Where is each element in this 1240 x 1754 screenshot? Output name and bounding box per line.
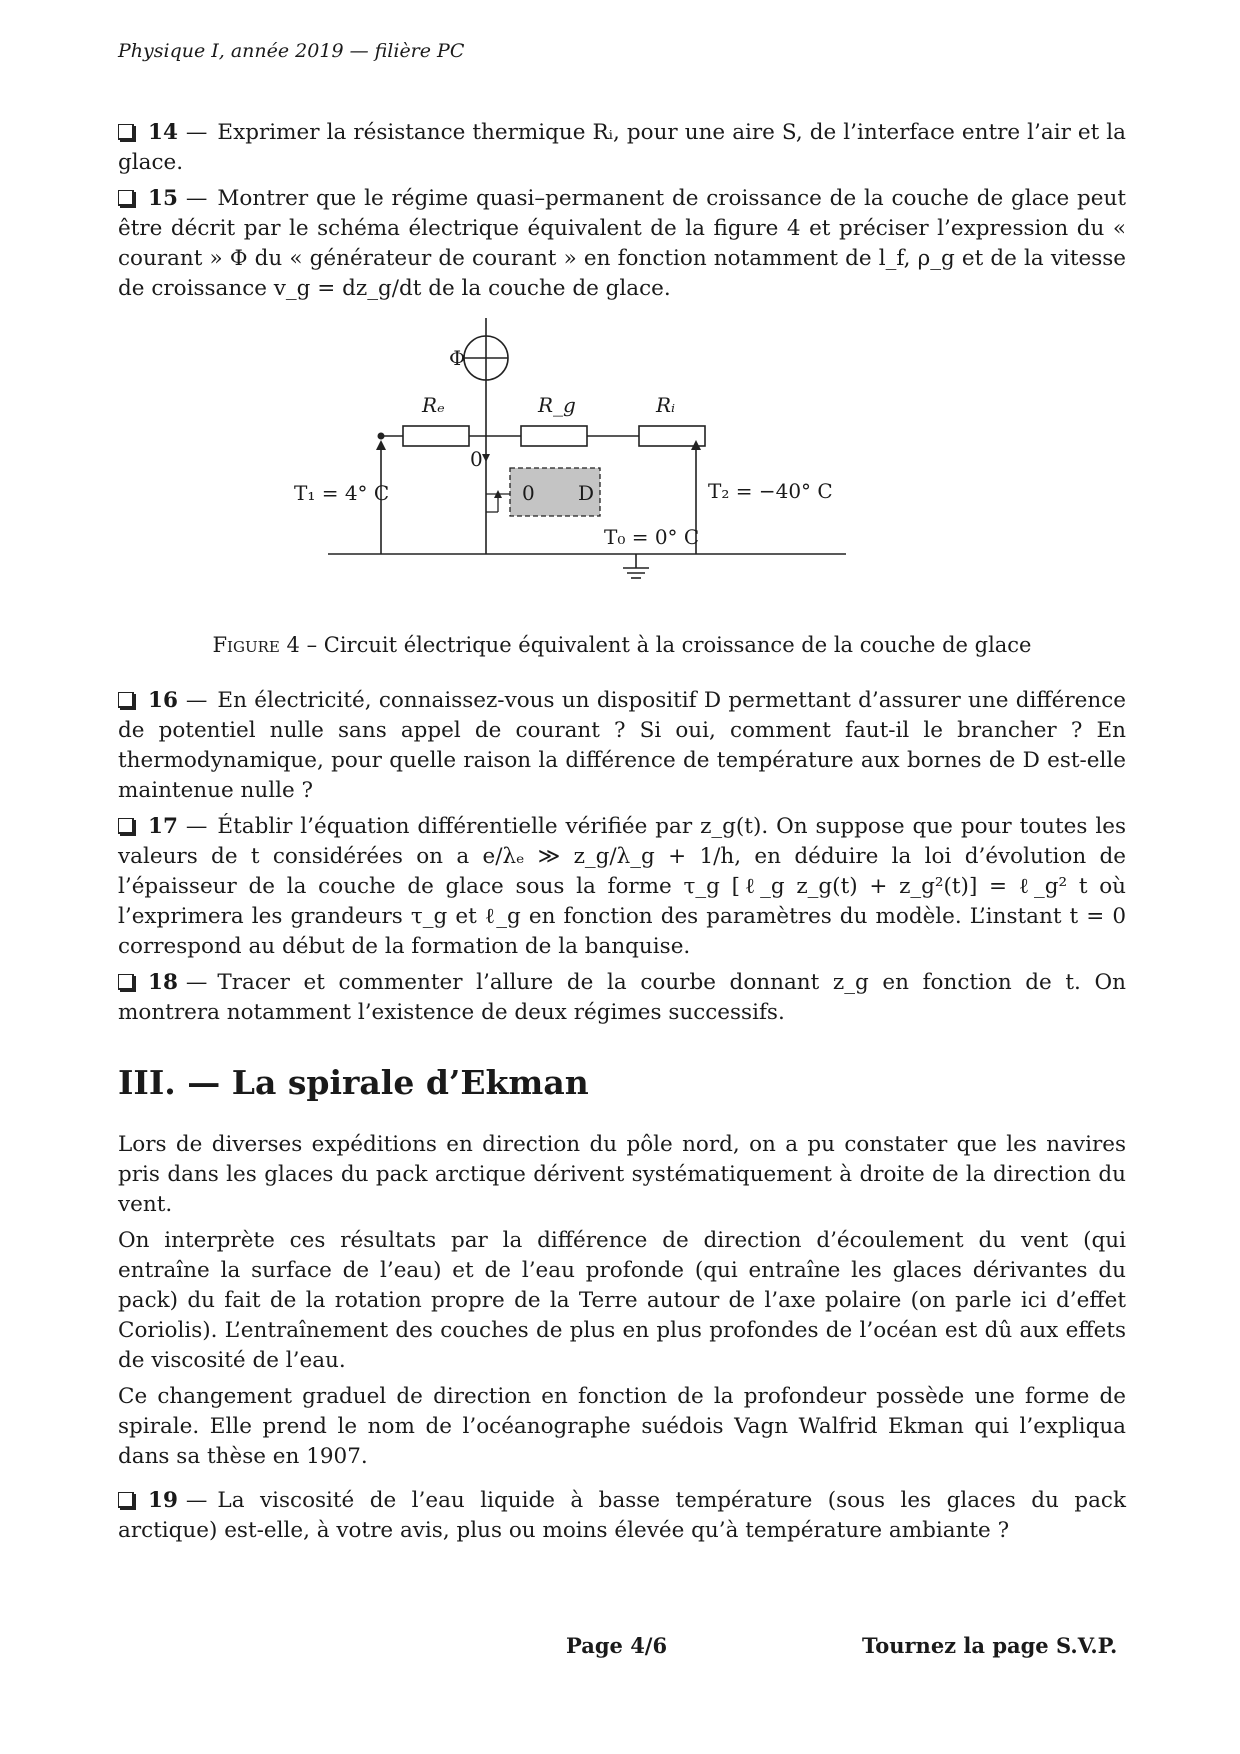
figure-caption (118, 630, 1126, 660)
re-label: Rₑ (422, 393, 445, 417)
caption-label: Figure 4 (212, 633, 300, 657)
resistor-rg (521, 426, 587, 446)
zero-arrow-icon (482, 454, 490, 462)
ri-label: Rᵢ (656, 393, 676, 417)
zero-box-label: 0 (522, 481, 535, 505)
paragraph-1: Lors de diverses expéditions en direction du pôle nord, on a pu constater que les navires pris dans les glaces du pack arctique dérivent systématiquement à droite de la direction du vent. (118, 1132, 1126, 1217)
question-14 (118, 118, 1126, 178)
phi-label: Φ (449, 346, 466, 370)
d-label: D (578, 481, 595, 505)
checkbox-icon (118, 818, 134, 834)
paragraph-3: Ce changement graduel de direction en fonction de la profondeur possède une forme de spirale. Elle prend le nom de l’océanographe suédois Vagn Walfrid Ekman qui l’expliqua dans sa thèse en 1907. (118, 1384, 1126, 1469)
caption-text: – Circuit électrique équivalent à la croissance de la couche de glace (306, 633, 1032, 657)
rg-label: R_g (538, 393, 576, 417)
question-text: Exprimer la résistance thermique Rᵢ, pour une aire S, de l’interface entre l’air et la glace. (118, 120, 1126, 175)
question-number: 19 (148, 1488, 178, 1513)
figure-4-circuit (118, 316, 1126, 616)
question-15 (118, 184, 1126, 304)
em-dash: — (185, 688, 208, 713)
question-number: 18 (148, 970, 178, 995)
question-number: 17 (148, 814, 178, 839)
running-header: Physique I, année 2019 — filière PC (118, 40, 465, 62)
question-number: 14 (148, 120, 178, 145)
checkbox-icon (118, 974, 134, 990)
checkbox-icon (118, 190, 134, 206)
t0-label: T₀ = 0° C (604, 525, 700, 549)
em-dash: — (185, 1488, 208, 1513)
t2-label: T₂ = −40° C (708, 479, 833, 503)
em-dash: — (185, 186, 208, 211)
checkbox-icon (118, 692, 134, 708)
em-dash: — (185, 120, 208, 145)
page-number: Page 4/6 (566, 1633, 668, 1658)
question-text: La viscosité de l’eau liquide à basse température (sous les glaces du pack arctique) est-elle, à votre avis, plus ou moins élevée qu’à température ambiante ? (118, 1488, 1126, 1543)
question-19 (118, 1486, 1126, 1546)
question-text: Tracer et commenter l’allure de la courbe donnant z_g en fonction de t. On montrera notamment l’existence de deux régimes successifs. (118, 970, 1126, 1025)
question-17 (118, 812, 1126, 962)
question-text: Montrer que le régime quasi–permanent de croissance de la couche de glace peut être décrit par le schéma électrique équivalent de la figure 4 et préciser l’expression du « courant » Φ du « générateur de courant » en fonction notamment de l_f, ρ_g et de la vitesse de croissance v_g = dz_g/dt de la couche de glace. (118, 186, 1126, 301)
turn-page-note: Tournez la page S.V.P. (862, 1633, 1118, 1658)
t1-arrow-icon (376, 440, 386, 450)
resistor-re (403, 426, 469, 446)
question-16 (118, 686, 1126, 806)
section-title: III. — La spirale d’Ekman (118, 1063, 589, 1102)
em-dash: — (185, 970, 208, 995)
checkbox-icon (118, 124, 134, 140)
page-content (118, 118, 1126, 1552)
question-text: Établir l’équation différentielle vérifiée par z_g(t). On suppose que pour toutes les valeurs de t considérées on a e/λₑ ≫ z_g/λ_g + 1/h, en déduire la loi d’évolution de l’épaisseur de la couche de glace sous la forme τ_g [ℓ_g z_g(t) + z_g²(t)] = ℓ_g² t où l’exprimera les grandeurs τ_g et ℓ_g en fonction des paramètres du modèle. L’instant t = 0 correspond au début de la formation de la banquise. (118, 814, 1126, 959)
circuit-diagram (118, 316, 1126, 616)
question-text: En électricité, connaissez-vous un dispositif D permettant d’assurer une différence de potentiel nulle sans appel de courant ? Si oui, comment faut-il le brancher ? En thermodynamique, pour quelle raison la différence de température aux bornes de D est-elle maintenue nulle ? (118, 688, 1126, 803)
t1-label: T₁ = 4° C (294, 481, 390, 505)
question-number: 15 (148, 186, 178, 211)
em-dash: — (185, 814, 208, 839)
left-node (378, 433, 385, 440)
checkbox-icon (118, 1492, 134, 1508)
paragraph-2: On interprète ces résultats par la différence de direction d’écoulement du vent (qui entraîne la surface de l’eau) et de l’eau profonde (qui entraîne les glaces dérivantes du pack) du fait de la rotation propre de la Terre autour de l’axe polaire (on parle ici d’effet Coriolis). L’entraînement des couches de plus en plus profondes de l’océan est dû aux effets de viscosité de l’eau. (118, 1228, 1126, 1373)
question-number: 16 (148, 688, 178, 713)
question-18 (118, 968, 1126, 1028)
zero-label: 0 (470, 447, 483, 471)
